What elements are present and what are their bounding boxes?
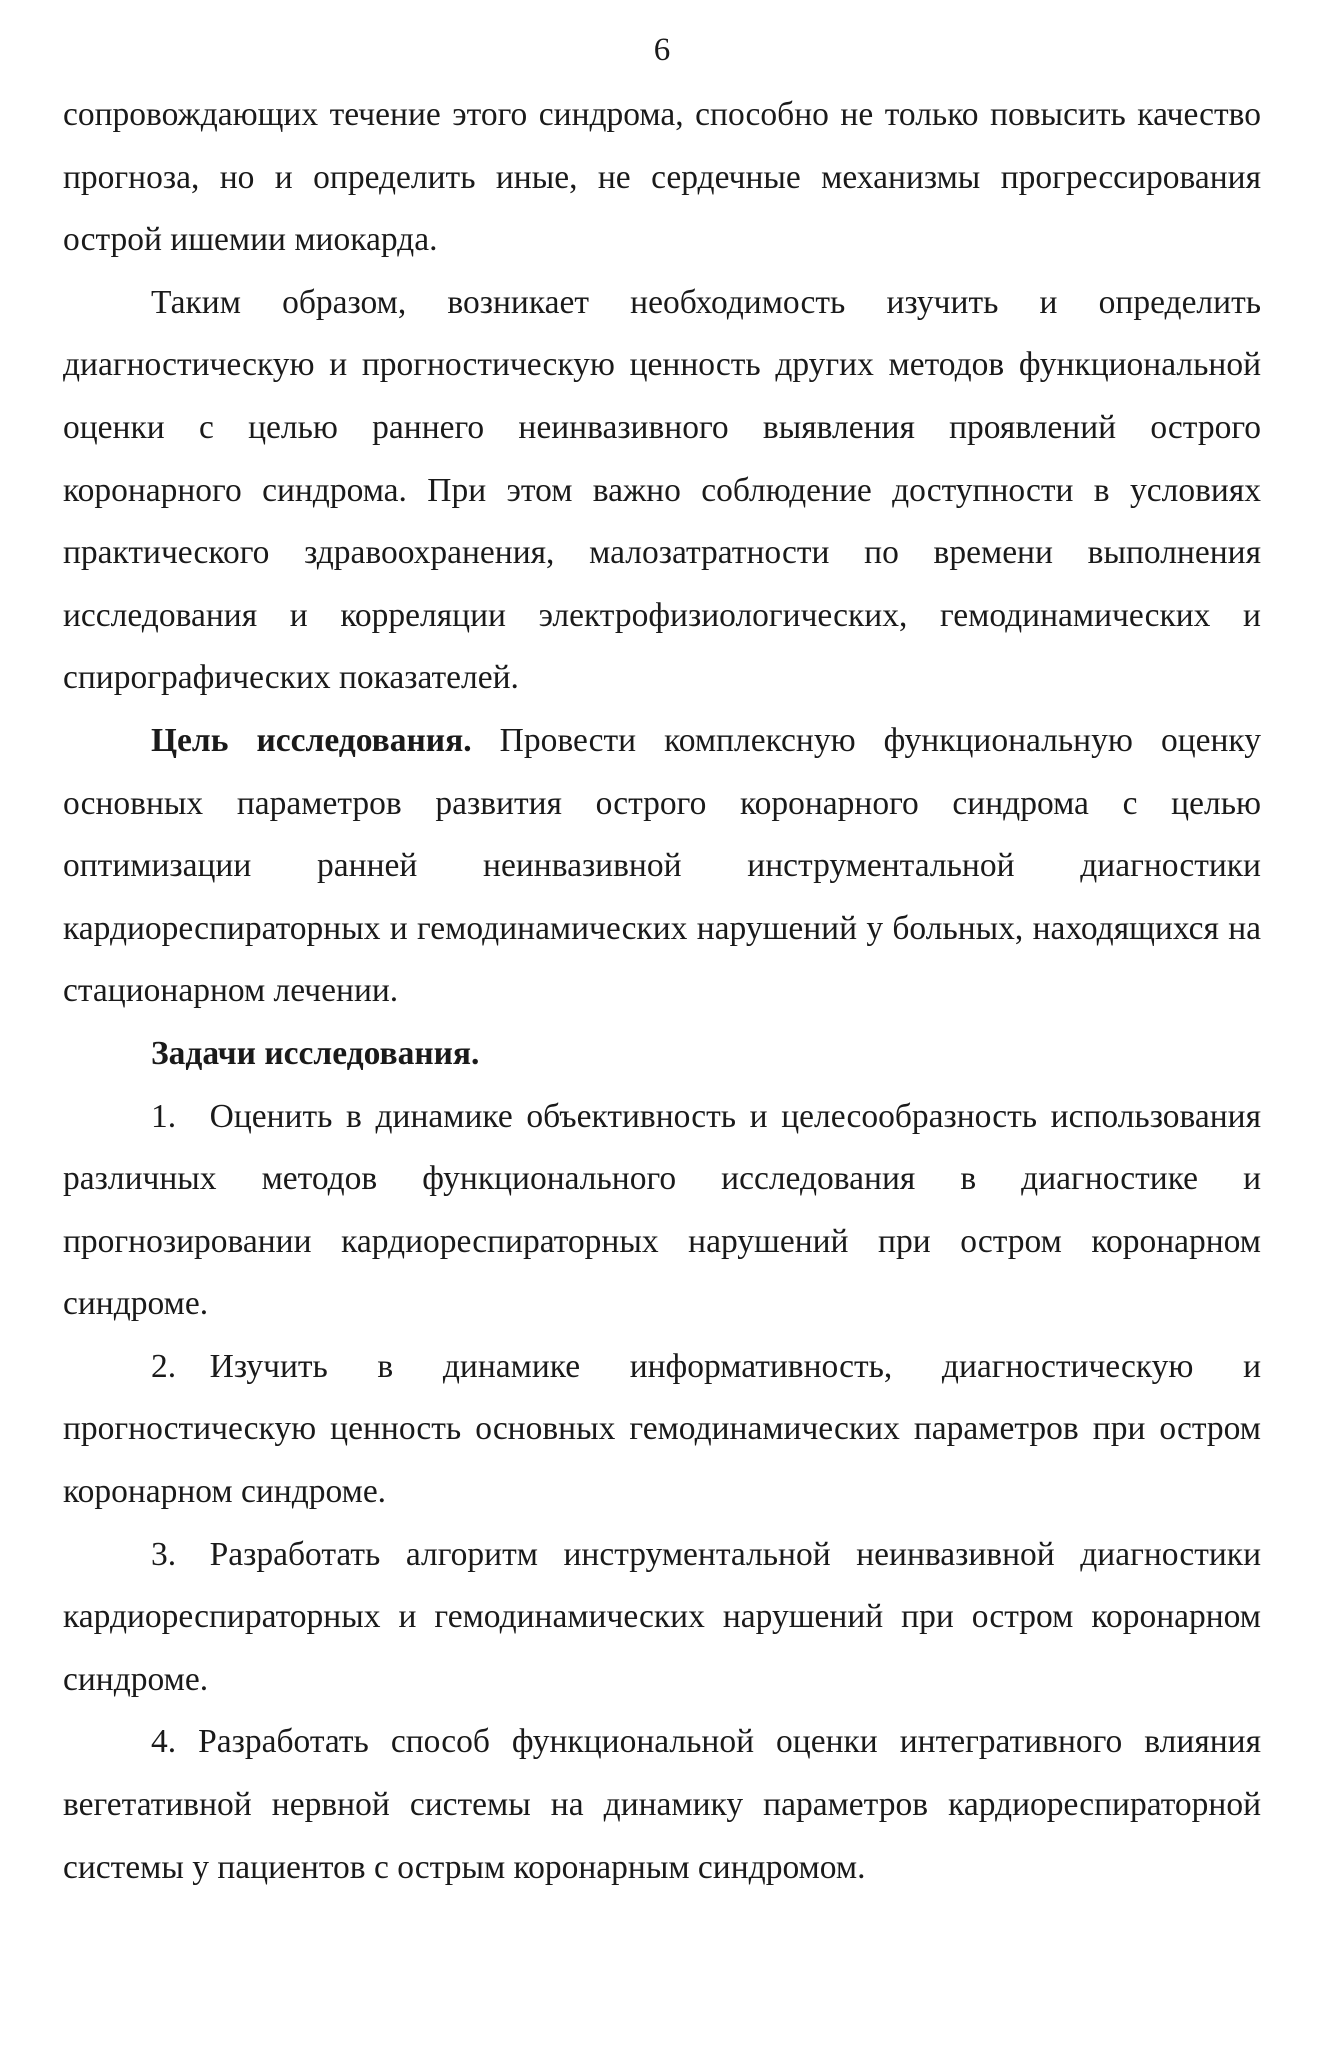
page-number: 6 (653, 32, 671, 68)
task-item-1: 1. Оценить в динамике объективность и целесообразность использования различных методов функционального исследования в диагностике и прогнозировании кардиореспираторных нарушений при остром коронарном синдроме. (63, 1097, 1261, 1323)
task-item-3: 3. Разработать алгоритм инструментальной неинвазивной диагностики кардиореспираторных и гемодинамических нарушений при остром коронарном синдроме. (63, 1535, 1261, 1698)
paragraph-continuation: сопровождающих течение этого синдрома, способно не только повысить качество прогноза, но и определить иные, не сердечные механизмы прогрессирования острой ишемии миокарда. (63, 96, 1261, 259)
paragraph-necessity: Таким образом, возникает необходимость изучить и определить диагностическую и прогностическую ценность других методов функциональной оценки с целью раннего неинвазивного выявления проявлений острого коронарного синдрома. При этом важно соблюдение доступности в условиях практического здравоохранения, малозатратности по времени выполнения исследования и корреляции электрофизиологических, гемодинамических и спирографических показателей. (63, 283, 1261, 697)
task-item-2: 2. Изучить в динамике информативность, диагностическую и прогностическую ценность основных гемодинамических параметров при остром коронарном синдроме. (63, 1347, 1261, 1511)
document-body (63, 84, 1261, 1899)
aim-text: Провести комплексную функциональную оценку основных параметров развития острого коронарного синдрома с целью оптимизации ранней неинвазивной инструментальной диагностики кардиореспираторных и гемодинамических нарушений у больных, находящихся на стационарном лечении. (63, 721, 1261, 1010)
task-item-4: 4. Разработать способ функциональной оценки интегративного влияния вегетативной нервной системы на динамику параметров кардиореспираторной системы у пациентов с острым коронарным синдромом. (63, 1723, 1261, 1886)
tasks-heading: Задачи исследования. (151, 1034, 480, 1072)
paragraph-aim (63, 710, 1261, 1023)
aim-label: Цель исследования. (151, 721, 472, 759)
